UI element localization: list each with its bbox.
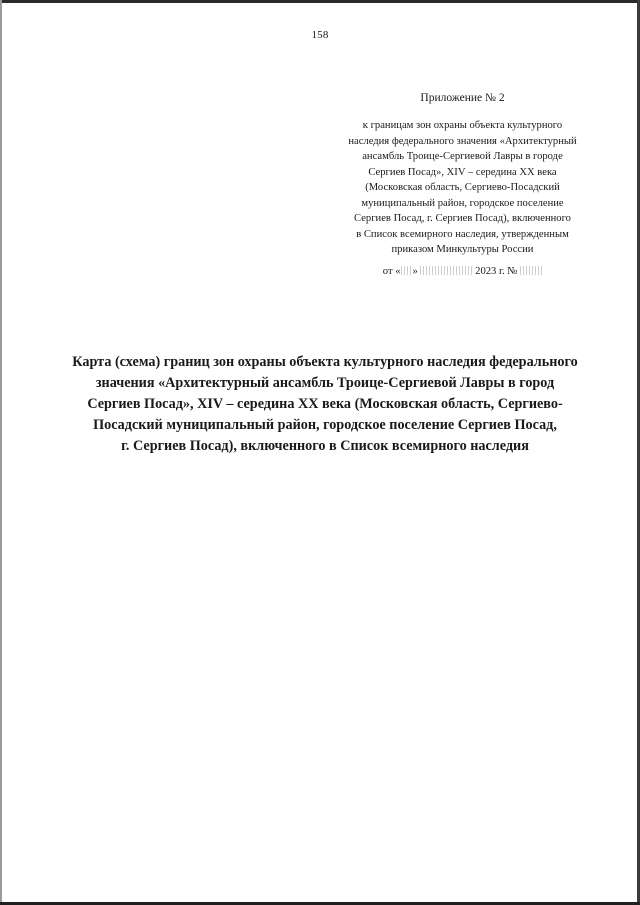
page-number: 158 [311,29,329,41]
redacted-day [401,266,413,275]
order-prefix: от « [382,266,401,277]
scan-border-top [0,0,640,3]
appendix-title: Приложение № 2 [420,92,505,104]
appendix-line: наследия федерального значения «Архитектурный [348,135,577,147]
appendix-line: приказом Минкультуры России [391,244,534,255]
appendix-line: Сергиев Посад», XIV – середина XX века [368,166,557,178]
map-title-line: Карта (схема) границ зон охраны объекта культурного наследия федерального [72,354,578,370]
map-title [40,352,610,457]
map-title-line: Посадский муниципальный район, городское поселение Сергиев Посад, [93,417,557,433]
appendix-line: ансамбль Троице-Сергиевой Лавры в городе [362,151,563,162]
appendix-line: в Список всемирного наследия, утвержденным [356,228,569,240]
redacted-order-number [520,266,542,275]
appendix-description [330,118,595,258]
scan-border-left [0,0,2,905]
appendix-line: к границам зон охраны объекта культурного [362,120,563,131]
map-title-line: Сергиев Посад», XIV – середина XX века (Московская область, Сергиево- [87,396,563,412]
order-reference [330,266,595,277]
map-title-line: значения «Архитектурный ансамбль Троице-Сергиевой Лавры в город [95,375,555,391]
appendix-line: Сергиев Посад, г. Сергиев Посад), включенного [354,213,571,224]
redacted-month [420,266,472,275]
appendix-line: муниципальный район, городское поселение [361,197,564,209]
order-year: 2023 г. № [475,266,518,277]
appendix-line: (Московская область, Сергиево-Посадский [365,182,560,193]
order-quote-close: » [412,266,418,277]
map-title-line: г. Сергиев Посад), включенного в Список всемирного наследия [121,438,529,454]
